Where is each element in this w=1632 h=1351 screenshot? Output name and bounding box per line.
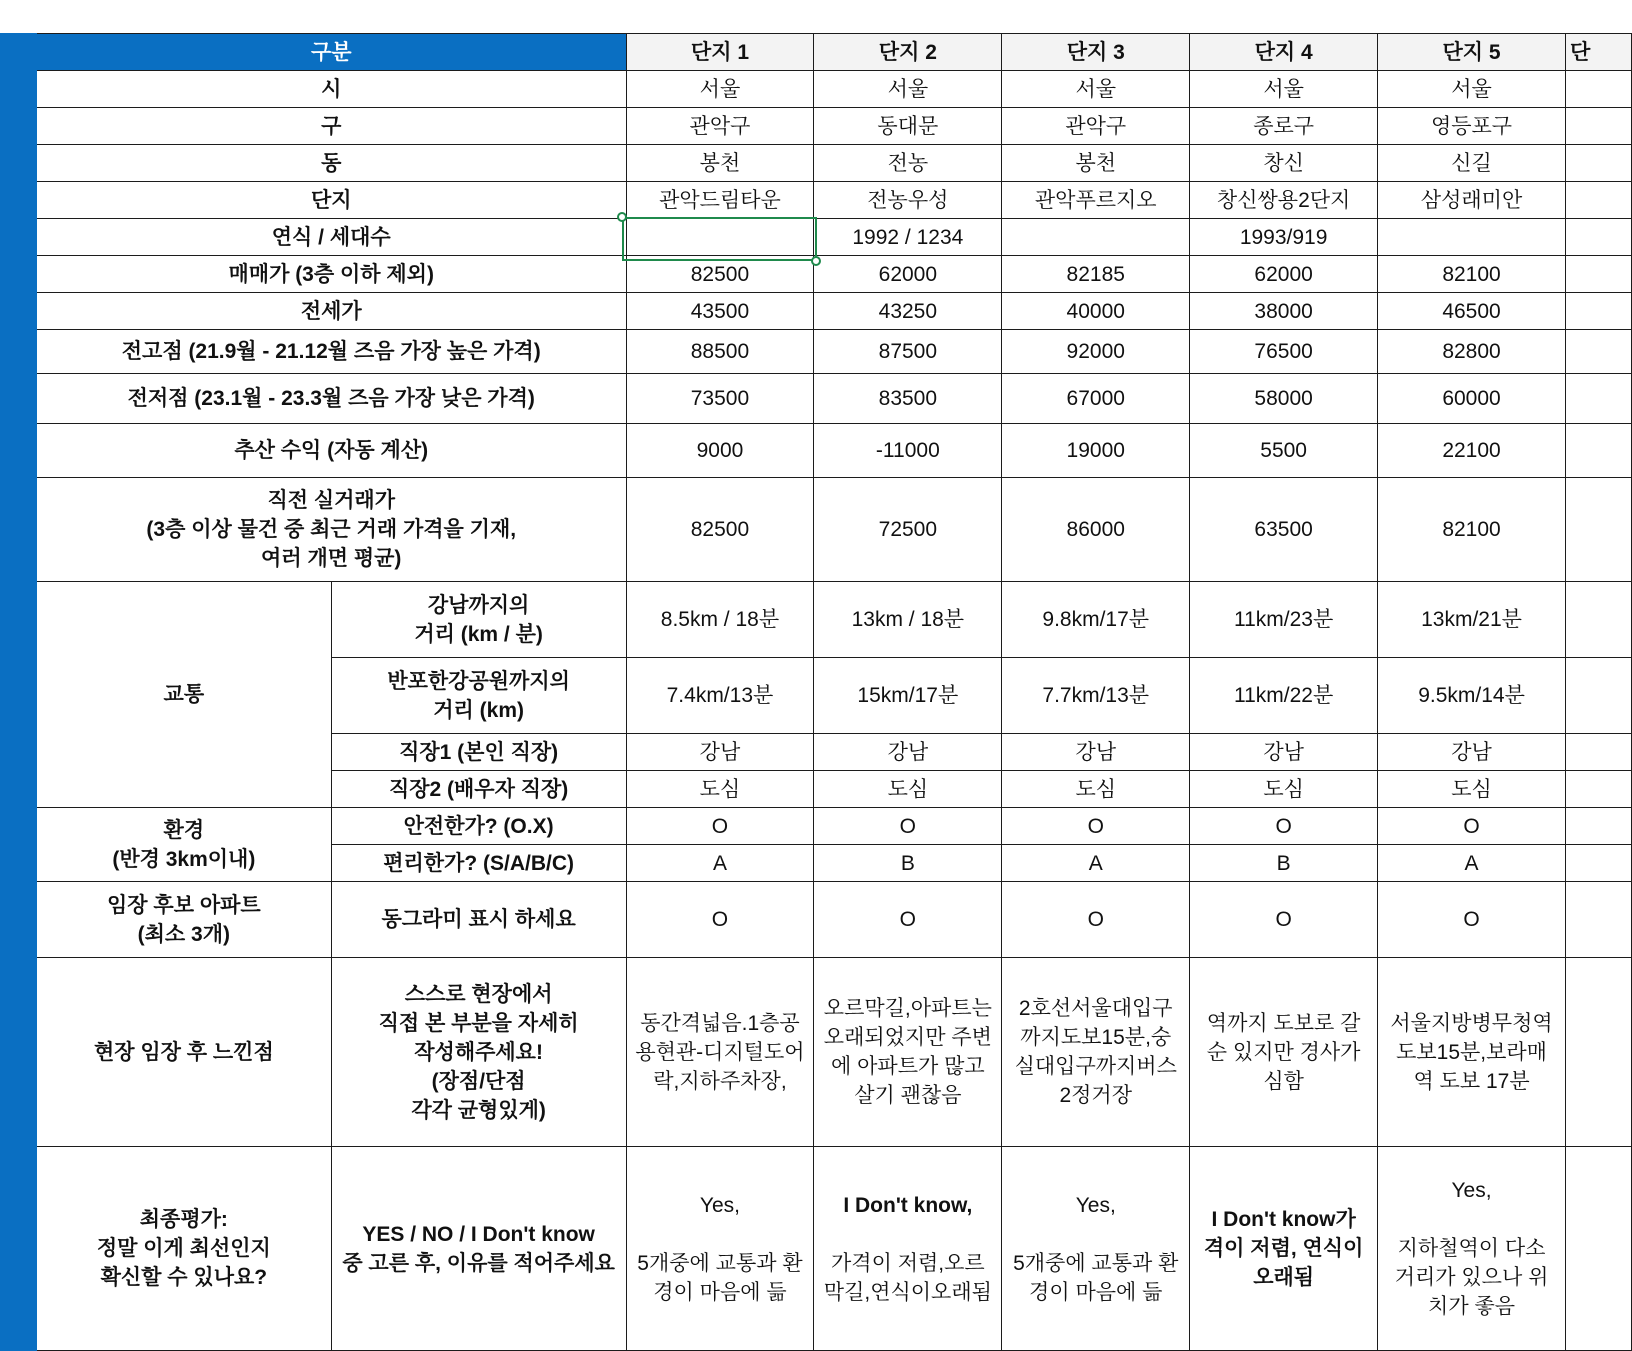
- cell-safe-5[interactable]: O: [1378, 808, 1566, 845]
- cell-profit-6[interactable]: [1565, 424, 1631, 478]
- final-head: Yes,: [1075, 1193, 1116, 1217]
- cell-recent-4[interactable]: 63500: [1190, 478, 1378, 582]
- cell-profit-3[interactable]: 19000: [1002, 424, 1190, 478]
- final-head: Yes,: [1451, 1179, 1492, 1202]
- cell-gangnam-2[interactable]: 13km / 18분: [814, 582, 1002, 658]
- cell-dong-1[interactable]: 봉천: [626, 145, 814, 182]
- header-complex-5[interactable]: 단지 5: [1378, 34, 1566, 71]
- cell-gu-3[interactable]: 관악구: [1002, 108, 1190, 145]
- cell-sale-2[interactable]: 62000: [814, 256, 1002, 293]
- cell-profit-4[interactable]: 5500: [1190, 424, 1378, 478]
- cell-final-5[interactable]: [1378, 1147, 1566, 1351]
- cell-recent-2[interactable]: 72500: [814, 478, 1002, 582]
- cell-dong-5[interactable]: 신길: [1378, 145, 1566, 182]
- cell-conv-4[interactable]: B: [1190, 845, 1378, 882]
- cell-recent-5[interactable]: 82100: [1378, 478, 1566, 582]
- cell-final-6[interactable]: [1565, 1147, 1631, 1351]
- cell-banpo-2[interactable]: 15km/17분: [814, 658, 1002, 734]
- final-head: I Don't know가 격이 저렴, 연식이 오래됨: [1203, 1208, 1364, 1289]
- cell-jeonse-4[interactable]: 38000: [1190, 293, 1378, 330]
- cell-conv-2[interactable]: B: [814, 845, 1002, 882]
- cell-banpo-5[interactable]: 9.5km/14분: [1378, 658, 1566, 734]
- cell-safe-2[interactable]: O: [814, 808, 1002, 845]
- cell-sale-5[interactable]: 82100: [1378, 256, 1566, 293]
- cell-gu-5[interactable]: 영등포구: [1378, 108, 1566, 145]
- header-complex-4[interactable]: 단지 4: [1190, 34, 1378, 71]
- final-body: 지하철역이 다소 거리가 있으나 위 치가 좋음: [1394, 1237, 1549, 1318]
- label-gangnam-distance[interactable]: 강남까지의 거리 (km / 분): [331, 582, 626, 658]
- cell-dong-2[interactable]: 전농: [814, 145, 1002, 182]
- cell-danji-5[interactable]: 삼성래미안: [1378, 182, 1566, 219]
- final-head: Yes,: [699, 1193, 740, 1217]
- cell-year-6[interactable]: [1565, 219, 1631, 256]
- cell-gu-6[interactable]: [1565, 108, 1631, 145]
- cell-gu-4[interactable]: 종로구: [1190, 108, 1378, 145]
- cell-high-3[interactable]: 92000: [1002, 330, 1190, 374]
- label-estimated-profit[interactable]: 추산 수익 (자동 계산): [36, 424, 626, 478]
- cell-banpo-3[interactable]: 7.7km/13분: [1002, 658, 1190, 734]
- cell-jeonse-3[interactable]: 40000: [1002, 293, 1190, 330]
- cell-work1-4[interactable]: 강남: [1190, 734, 1378, 771]
- label-gu[interactable]: 구: [36, 108, 626, 145]
- final-head: I Don't know,: [843, 1193, 973, 1217]
- cell-profit-2[interactable]: -11000: [814, 424, 1002, 478]
- cell-impression-2[interactable]: 오르막길,아파트는 오래되었지만 주변 에 아파트가 많고 살기 괜찮음: [814, 958, 1002, 1147]
- selection-handle-bottom-right[interactable]: [811, 256, 821, 266]
- label-jeonse-price[interactable]: 전세가: [36, 293, 626, 330]
- cell-recent-3[interactable]: 86000: [1002, 478, 1190, 582]
- cell-gangnam-4[interactable]: 11km/23분: [1190, 582, 1378, 658]
- cell-gu-2[interactable]: 동대문: [814, 108, 1002, 145]
- final-body: 5개중에 교통과 환 경이 마음에 듦: [1013, 1251, 1179, 1304]
- label-convenience[interactable]: 편리한가? (S/A/B/C): [331, 845, 626, 882]
- cell-final-4[interactable]: [1190, 1147, 1378, 1351]
- label-work1[interactable]: 직장1 (본인 직장): [331, 734, 626, 771]
- cell-banpo-6[interactable]: [1565, 658, 1631, 734]
- label-banpo-distance[interactable]: 반포한강공원까지의 거리 (km): [331, 658, 626, 734]
- header-category[interactable]: 구분: [36, 34, 626, 71]
- cell-conv-6[interactable]: [1565, 845, 1631, 882]
- cell-si-2[interactable]: 서울: [814, 71, 1002, 108]
- cell-work1-6[interactable]: [1565, 734, 1631, 771]
- cell-impression-6[interactable]: [1565, 958, 1631, 1147]
- cell-gangnam-6[interactable]: [1565, 582, 1631, 658]
- label-previous-high[interactable]: 전고점 (21.9월 - 21.12월 즈음 가장 높은 가격): [36, 330, 626, 374]
- row-header-strip: [1, 34, 37, 71]
- cell-banpo-4[interactable]: 11km/22분: [1190, 658, 1378, 734]
- label-final-guide[interactable]: YES / NO / I Don't know 중 고른 후, 이유를 적어주세요: [331, 1147, 626, 1351]
- cell-profit-1[interactable]: 9000: [626, 424, 814, 478]
- cell-work2-1[interactable]: 도심: [626, 771, 814, 808]
- cell-sale-3[interactable]: 82185: [1002, 256, 1190, 293]
- group-final[interactable]: 최종평가: 정말 이게 최선인지 확신할 수 있나요?: [36, 1147, 331, 1351]
- label-sale-price[interactable]: 매매가 (3층 이하 제외): [36, 256, 626, 293]
- cell-year-2[interactable]: 1992 / 1234: [814, 219, 1002, 256]
- cell-profit-5[interactable]: 22100: [1378, 424, 1566, 478]
- cell-final-3[interactable]: [1002, 1147, 1190, 1351]
- cell-danji-2[interactable]: 전농우성: [814, 182, 1002, 219]
- cell-jeonse-2[interactable]: 43250: [814, 293, 1002, 330]
- cell-work1-1[interactable]: 강남: [626, 734, 814, 771]
- cell-conv-3[interactable]: A: [1002, 845, 1190, 882]
- label-recent-transaction[interactable]: 직전 실거래가 (3층 이상 물건 중 최근 거래 가격을 기재, 여러 개면 평균): [36, 478, 626, 582]
- cell-sale-1[interactable]: 82500: [626, 256, 814, 293]
- label-work2[interactable]: 직장2 (배우자 직장): [331, 771, 626, 808]
- cell-recent-6[interactable]: [1565, 478, 1631, 582]
- group-environment[interactable]: 환경 (반경 3km이내): [36, 808, 331, 882]
- label-year-households[interactable]: 연식 / 세대수: [36, 219, 626, 256]
- cell-cand-3[interactable]: O: [1002, 882, 1190, 958]
- cell-low-2[interactable]: 83500: [814, 374, 1002, 424]
- cell-jeonse-5[interactable]: 46500: [1378, 293, 1566, 330]
- cell-gangnam-5[interactable]: 13km/21분: [1378, 582, 1566, 658]
- header-complex-1[interactable]: 단지 1: [626, 34, 814, 71]
- cell-si-5[interactable]: 서울: [1378, 71, 1566, 108]
- cell-low-5[interactable]: 60000: [1378, 374, 1566, 424]
- cell-cand-4[interactable]: O: [1190, 882, 1378, 958]
- cell-high-6[interactable]: [1565, 330, 1631, 374]
- label-impression-guide[interactable]: 스스로 현장에서 직접 본 부분을 자세히 작성해주세요! (장점/단점 각각 균형있게): [331, 958, 626, 1147]
- label-previous-low[interactable]: 전저점 (23.1월 - 23.3월 즈음 가장 낮은 가격): [36, 374, 626, 424]
- section-strip-evaluation: [1, 958, 37, 1351]
- cell-impression-4[interactable]: 역까지 도보로 갈 순 있지만 경사가 심함: [1190, 958, 1378, 1147]
- cell-gangnam-1[interactable]: 8.5km / 18분: [626, 582, 814, 658]
- cell-year-5[interactable]: [1378, 219, 1566, 256]
- cell-dong-3[interactable]: 봉천: [1002, 145, 1190, 182]
- cell-dong-4[interactable]: 창신: [1190, 145, 1378, 182]
- cell-work1-5[interactable]: 강남: [1378, 734, 1566, 771]
- cell-low-3[interactable]: 67000: [1002, 374, 1190, 424]
- cell-safe-6[interactable]: [1565, 808, 1631, 845]
- group-traffic[interactable]: 교통: [36, 582, 331, 808]
- header-complex-3[interactable]: 단지 3: [1002, 34, 1190, 71]
- cell-danji-1[interactable]: 관악드림타운: [626, 182, 814, 219]
- section-strip-basic: [1, 71, 37, 582]
- cell-dong-6[interactable]: [1565, 145, 1631, 182]
- cell-final-1[interactable]: [626, 1147, 814, 1351]
- cell-work1-3[interactable]: 강남: [1002, 734, 1190, 771]
- cell-banpo-1[interactable]: 7.4km/13분: [626, 658, 814, 734]
- cell-si-4[interactable]: 서울: [1190, 71, 1378, 108]
- cell-conv-5[interactable]: A: [1378, 845, 1566, 882]
- cell-high-5[interactable]: 82800: [1378, 330, 1566, 374]
- cell-danji-4[interactable]: 창신쌍용2단지: [1190, 182, 1378, 219]
- cell-cand-6[interactable]: [1565, 882, 1631, 958]
- cell-recent-1[interactable]: 82500: [626, 478, 814, 582]
- cell-low-4[interactable]: 58000: [1190, 374, 1378, 424]
- cell-high-2[interactable]: 87500: [814, 330, 1002, 374]
- section-strip-location: [1, 582, 37, 958]
- cell-danji-3[interactable]: 관악푸르지오: [1002, 182, 1190, 219]
- cell-high-4[interactable]: 76500: [1190, 330, 1378, 374]
- cell-sale-6[interactable]: [1565, 256, 1631, 293]
- cell-si-3[interactable]: 서울: [1002, 71, 1190, 108]
- cell-jeonse-1[interactable]: 43500: [626, 293, 814, 330]
- cell-safe-3[interactable]: O: [1002, 808, 1190, 845]
- final-body: 가격이 저렴,오르 막길,연식이오래됨: [823, 1251, 992, 1304]
- cell-final-2[interactable]: [814, 1147, 1002, 1351]
- cell-si-1[interactable]: 서울: [626, 71, 814, 108]
- cell-cand-1[interactable]: O: [626, 882, 814, 958]
- cell-impression-1[interactable]: 동간격넓음.1층공 용현관-디지털도어 락,지하주차장,: [626, 958, 814, 1147]
- cell-work1-2[interactable]: 강남: [814, 734, 1002, 771]
- cell-work2-2[interactable]: 도심: [814, 771, 1002, 808]
- cell-work2-6[interactable]: [1565, 771, 1631, 808]
- cell-sale-4[interactable]: 62000: [1190, 256, 1378, 293]
- cell-year-3[interactable]: [1002, 219, 1190, 256]
- label-danji[interactable]: 단지: [36, 182, 626, 219]
- cell-si-6[interactable]: [1565, 71, 1631, 108]
- cell-danji-6[interactable]: [1565, 182, 1631, 219]
- cell-gangnam-3[interactable]: 9.8km/17분: [1002, 582, 1190, 658]
- cell-jeonse-6[interactable]: [1565, 293, 1631, 330]
- cell-cand-2[interactable]: O: [814, 882, 1002, 958]
- cell-conv-1[interactable]: A: [626, 845, 814, 882]
- cell-year-4[interactable]: 1993/919: [1190, 219, 1378, 256]
- label-safety[interactable]: 안전한가? (O.X): [331, 808, 626, 845]
- cell-high-1[interactable]: 88500: [626, 330, 814, 374]
- header-complex-6-clipped[interactable]: 단: [1565, 34, 1631, 71]
- label-candidate-mark[interactable]: 동그라미 표시 하세요: [331, 882, 626, 958]
- label-dong[interactable]: 동: [36, 145, 626, 182]
- selection-handle-top-left[interactable]: [617, 212, 627, 222]
- final-body: 5개중에 교통과 환 경이 마음에 듦: [637, 1251, 803, 1304]
- header-complex-2[interactable]: 단지 2: [814, 34, 1002, 71]
- cell-safe-1[interactable]: O: [626, 808, 814, 845]
- label-si[interactable]: 시: [36, 71, 626, 108]
- cell-cand-5[interactable]: O: [1378, 882, 1566, 958]
- cell-low-6[interactable]: [1565, 374, 1631, 424]
- spreadsheet-table: [0, 33, 1632, 1351]
- cell-impression-3[interactable]: 2호선서울대입구 까지도보15분,숭 실대입구까지버스 2정거장: [1002, 958, 1190, 1147]
- cell-year-1-selected[interactable]: [626, 219, 814, 256]
- cell-work2-4[interactable]: 도심: [1190, 771, 1378, 808]
- cell-safe-4[interactable]: O: [1190, 808, 1378, 845]
- cell-gu-1[interactable]: 관악구: [626, 108, 814, 145]
- group-candidate[interactable]: 임장 후보 아파트 (최소 3개): [36, 882, 331, 958]
- cell-work2-5[interactable]: 도심: [1378, 771, 1566, 808]
- cell-work2-3[interactable]: 도심: [1002, 771, 1190, 808]
- cell-impression-5[interactable]: 서울지방병무청역 도보15분,보라매 역 도보 17분: [1378, 958, 1566, 1147]
- cell-low-1[interactable]: 73500: [626, 374, 814, 424]
- group-impression[interactable]: 현장 임장 후 느낀점: [36, 958, 331, 1147]
